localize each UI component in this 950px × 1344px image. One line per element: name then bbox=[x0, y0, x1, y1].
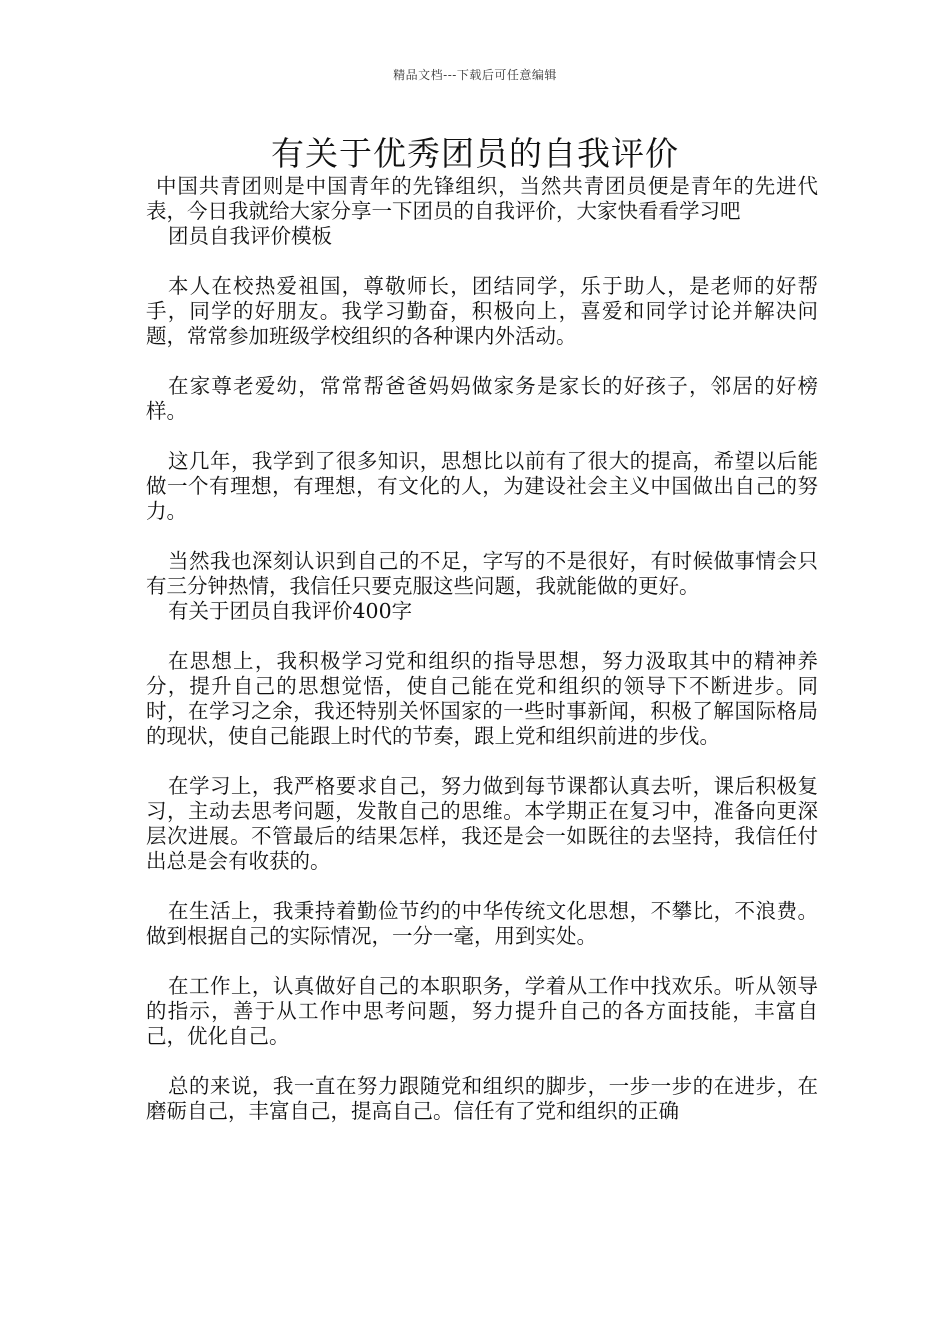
paragraph: 在家尊老爱幼，常常帮爸爸妈妈做家务是家长的好孩子，邻居的好榜样。 bbox=[146, 374, 818, 423]
section-heading-template: 团员自我评价模板 bbox=[168, 224, 332, 248]
paragraph: 总的来说，我一直在努力跟随党和组织的脚步，一步一步的在进步，在磨砺自己，丰富自己，提高自己。信任有了党和组织的正确 bbox=[146, 1074, 818, 1123]
paragraph: 这几年，我学到了很多知识，思想比以前有了很大的提高，希望以后能做一个有理想，有理想，有文化的人，为建设社会主义中国做出自己的努力。 bbox=[146, 449, 818, 523]
paragraph: 当然我也深刻认识到自己的不足，字写的不是很好，有时候做事情会只有三分钟热情，我信任只要克服这些问题，我就能做的更好。 bbox=[146, 549, 818, 598]
paragraph: 在思想上，我积极学习党和组织的指导思想，努力汲取其中的精神养分，提升自己的思想觉悟，使自己能在党和组织的领导下不断进步。同时，在学习之余，我还特别关怀国家的一些时事新闻，积极了解国际格局的现状，使自己能跟上时代的节奏，跟上党和组织前进的步伐。 bbox=[146, 649, 818, 748]
document-body bbox=[146, 174, 818, 1124]
document-title: 有关于优秀团员的自我评价 bbox=[271, 134, 679, 173]
paragraph: 本人在校热爱祖国，尊敬师长，团结同学，乐于助人，是老师的好帮手，同学的好朋友。我学习勤奋，积极向上，喜爱和同学讨论并解决问题，常常参加班级学校组织的各种课内外活动。 bbox=[146, 274, 818, 348]
section-heading-400: 有关于团员自我评价400字 bbox=[168, 599, 413, 623]
paragraph: 在工作上，认真做好自己的本职职务，学着从工作中找欢乐。听从领导的指示，善于从工作中思考问题，努力提升自己的各方面技能，丰富自己，优化自己。 bbox=[146, 974, 818, 1048]
paragraph: 在生活上，我秉持着勤俭节约的中华传统文化思想，不攀比，不浪费。做到根据自己的实际情况，一分一毫，用到实处。 bbox=[146, 899, 818, 948]
header-note: 精品文档---下载后可任意编辑 bbox=[393, 68, 557, 82]
paragraph: 在学习上，我严格要求自己，努力做到每节课都认真去听，课后积极复习，主动去思考问题，发散自己的思维。本学期正在复习中，准备向更深层次进展。不管最后的结果怎样，我还是会一如既往的去坚持，我信任付出总是会有收获的。 bbox=[146, 774, 818, 873]
intro-paragraph: 中国共青团则是中国青年的先锋组织，当然共青团员便是青年的先进代表，今日我就给大家分享一下团员的自我评价，大家快看看学习吧 bbox=[146, 174, 818, 223]
